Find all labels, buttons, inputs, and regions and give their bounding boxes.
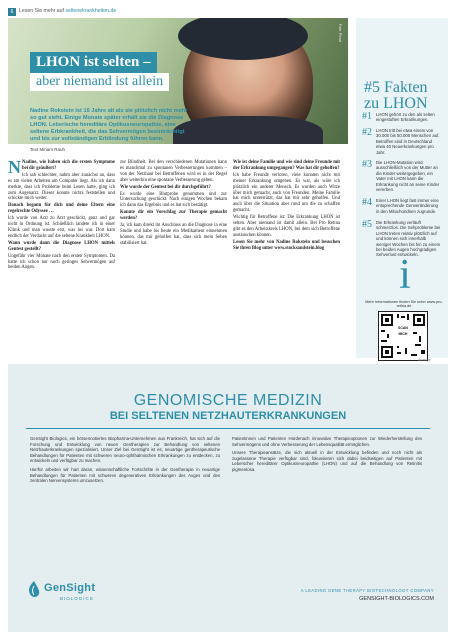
ad-divider — [26, 428, 430, 429]
article-column-2 — [120, 160, 227, 248]
qr-scan-label: SCAN MICH — [394, 325, 412, 343]
interview-question: Wann wurde dann die Diagnose LHON mittels Gentest gestellt? — [8, 240, 115, 252]
fact-number: #5 — [362, 219, 372, 230]
interview-answer: Wichtig für Betroffene ist: Die Erkrankung LHON ist selten. Aber niemand ist damit allein. Bei Pro Retina gibt es den Arbeitskreis LHON, bei dem sich Betroffene austauschen können. — [233, 215, 340, 238]
ad-column-2 — [232, 436, 422, 476]
fact-item — [362, 198, 444, 214]
page-number: 6 — [8, 8, 16, 16]
interview-answer: Ich wurde von Arzt zu Arzt geschickt, ganz und gar nicht in Ordnung ist. Schließlich landete ich in einer Klinik und man wusste erst, was los war. Dort kam endlich der Verdacht auf die seltene Krankheit LHON. — [8, 216, 115, 239]
ad-label: Anzeige — [418, 358, 431, 362]
ad-column-1 — [30, 436, 220, 487]
gensight-logo-sub: BIOLOGICS — [60, 596, 94, 601]
sidebar-title: #5 Fakten zu LHON — [364, 79, 428, 112]
ad-subtitle: BEI SELTENEN NETZHAUTERKRANKUNGEN — [109, 410, 347, 422]
interview-question: Wie ist deine Familie und wie sind deine Freunde mit der Erkrankung umgegangen? Was hat dir geholfen? — [233, 160, 340, 171]
fact-number: #4 — [362, 197, 372, 208]
article-column-3 — [233, 160, 340, 253]
fact-number: #1 — [362, 111, 372, 122]
interview-answer: Ich habe Freunde verloren, viele konnten nicht mit meiner Erkrankung umgehen. Es war, als wäre ich plötzlich ein anderer Mensch. Es wurden auch Witze über mich gemacht, auch von Freunden. Meine Familie hat mich unterstützt, das hat mir sehr geholfen. Und auch über die Situation aber rund um die zu schaffen gemacht. — [233, 172, 340, 214]
ad-paragraph: Unsere Therapieansätze, die sich aktuell in der Entwicklung befinden und noch nicht als zugelassene Therapie verfügbar sind, fokussieren sich dabei beidseitigen auf Patienten mit Leberscher hereditärer Optikusneuropathie (LHON) und auf die Behandlung von Retinitis pigmentosa. — [232, 450, 422, 472]
ad-paragraph: Hierfür arbeiten wir hart daran, wissenschaftliche Fortschritte in der Gentherapie in neuartige Behandlungen für Patienten mit schweren degenerativen Erkrankungen des Auges und des zentralen Nervensystems umzusetzen. — [30, 466, 220, 484]
photo-credit: Foto: Privat — [338, 24, 342, 42]
interview-question: Konnte dir ein Vorschlag zur Therapie gemacht werden? — [120, 210, 227, 222]
fact-text: LHON tritt bei etwa einem von 30.000 bis 50.000 Menschen auf. Betroffen sind in Deutschland etwa 40 Neuerkrankungen pro Jahr. — [376, 128, 440, 155]
portrait-jacket — [173, 116, 323, 144]
article-title-line1: LHON ist selten – — [30, 52, 157, 73]
fact-number: #3 — [362, 159, 372, 170]
gensight-logo-name: GenSight — [44, 582, 96, 594]
info-icon: i — [399, 252, 411, 298]
article-title-line2: aber niemand ist allein — [30, 73, 169, 91]
more-info-text[interactable]: Mehr Informationen finden Sie unter www.pro-retina.de — [365, 300, 443, 308]
fact-text: LHON gehört zu den als selten eingestuften Erkrankungen. — [376, 112, 435, 123]
fact-item — [362, 128, 444, 155]
ad-title: GENOMISCHE MEDIZIN — [133, 392, 323, 409]
ad-url[interactable]: GENSIGHT-BIOLOGICS.COM — [359, 596, 434, 602]
fact-text: Einer LHON liegt fast immer eine entsprechende Genveränderung in den Mitochondrien zugrunde. — [376, 198, 439, 214]
ad-tagline: A LEADING GENE THERAPY BIOTECHNOLOGY COMPANY — [300, 588, 434, 593]
interview-answer: Ja, ich kam direkt im Anschluss an die Diagnose in eine Studie und habe bis heute ein Medikament einnehmen können, das mir geholfen hat, dass sich mein Sehen stabilisiert hat. — [120, 223, 227, 246]
read-more-text: Lesen Sie mehr auf — [19, 8, 64, 14]
drop-cap: N — [8, 157, 21, 177]
ad-paragraph: Patientinnen und Patienten Hürdenach innovative Therapieoptionen zur Wiederherstellung des Sehvermögens und ohne Verbesserung der Lebensqualität ermöglichen. — [232, 436, 422, 447]
fact-text: Die LHON-Mutation wird ausschließlich von der Mutter an die Kinder weitergegeben, ein Vater mit LHON kann die Erkrankung nicht an seine Kinder vererben. — [376, 160, 440, 193]
fact-item — [362, 160, 444, 192]
interview-answer: Ungefähr vier Monate nach den ersten Symptomen. Da hatte ich schon nur noch geringes Sehvermögen auf beiden Augen. — [8, 253, 115, 271]
interview-answer: Es wurde eine Blutprobe genommen und zur Untersuchung geschickt. Nach einigen Wochen bekam ich dann das Ergebnis und es hat sich bestätigt. — [120, 191, 227, 209]
article-author: Text Miriam Rauh — [30, 147, 66, 152]
interview-question: Danach begann für dich und deine Eltern eine regelrechte Odyssee … — [8, 203, 115, 215]
interview-answer: zur Blindheit. Bei den verschiedenen Mutationen kann es manchmal zu spontanen Verbesserungen kommen – von der Netzhaut bei Betroffenen wird es in der Regel aber weiterhin eine spontane Verbesserung geben. — [120, 160, 227, 183]
fact-number: #2 — [362, 127, 372, 138]
interview-question: N Nadine, wie haben sich die ersten Symptome bei dir geäußert? — [8, 157, 115, 177]
ad-paragraph: GenSight Biologics, ein börsennotiertes Biopharma-Unternehmen aus Frankreich, hat sich auf die Forschung und Entwicklung von neuen Gentherapien zur Behandlung von seltenen Netzhauterkrankungen spezialisiert. Unser Ziel bei GenSight ist es, neuartige gentherapeutische Behandlungen für Patienten mit schweren neuro-ophthalmischen Erkrankungen zu entdecken, zu entwickeln und verfügbar zu machen. — [30, 436, 220, 464]
intro-text: Nadine Rokstein ist 16 Jahre alt als sie plötzlich nicht mehr so gut sieht. Einige Monate später erhält sie die Diagnose LHON. Leberische hereditäre Optikusneuropathie, eine seltene Erbkrankheit, die das Sehvermögen beeinträchtigt und bis zur vollständigen Erblindung führen kann. — [30, 108, 188, 142]
gensight-logo-icon — [26, 580, 42, 600]
blog-link-text[interactable]: Lesen Sie mehr von Nadine Rokstein und besuchen Sie ihren Blog unter www.stocksandstein.blog — [233, 239, 340, 251]
interview-answer: Ich sah schlechter, nahm aber zunächst an, dass es am vielen Arbeiten am Computer liegt. Als ich dann merkte, dass ich Probleme beim Lesen hatte, ging ich zum Augenarzt. Dieser konnte nichts feststellen und schickte mich weiter. — [8, 172, 115, 202]
article-intro — [30, 108, 195, 153]
fact-item — [362, 112, 444, 123]
site-link[interactable]: seltenekrankheiten.de — [65, 8, 117, 14]
read-more-line — [19, 8, 116, 14]
article-column-1 — [8, 157, 115, 272]
interview-question: Wie wurde der Gentest bei dir durchgeführt? — [120, 184, 211, 190]
fact-text: Die Erkrankung verläuft schmerzlos. Die Sehprobleme bei LHON treten relativ plötzlich auf und können sich innerhalb weniger Wochen bis hin zu einem bei beiden Augen hochgradigen Sehverlust entwickeln. — [376, 220, 441, 258]
